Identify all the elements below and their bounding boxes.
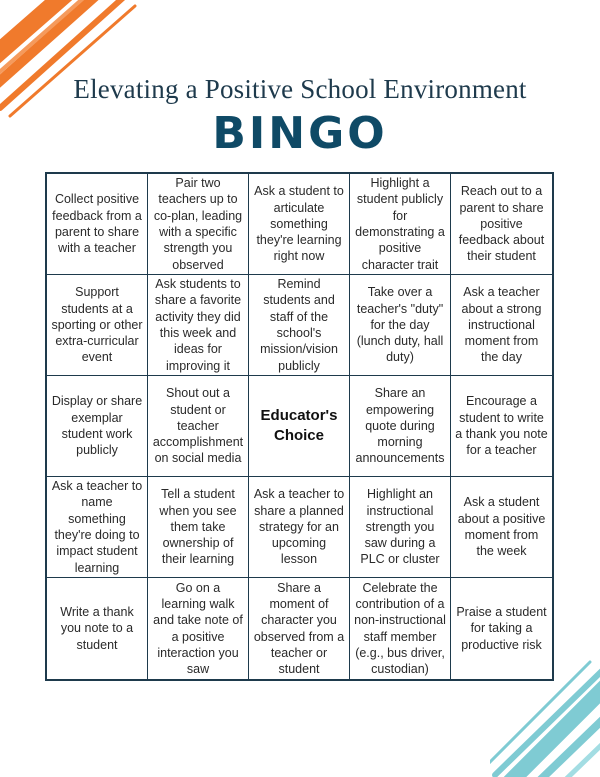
bingo-cell[interactable]: Encourage a student to write a thank you note for a teacher — [451, 376, 552, 477]
bingo-cell[interactable]: Pair two teachers up to co-plan, leading with a specific strength you observed — [148, 174, 249, 275]
bingo-cell[interactable]: Highlight an instructional strength you saw during a PLC or cluster — [350, 477, 451, 578]
bingo-cell[interactable]: Shout out a student or teacher accomplishment on social media — [148, 376, 249, 477]
bingo-cell[interactable]: Ask a teacher about a strong instructional moment from the day — [451, 275, 552, 376]
page-title: Elevating a Positive School Environment — [73, 74, 527, 104]
bingo-board — [45, 172, 554, 681]
teal-brush-stroke-decoration — [490, 657, 600, 777]
bingo-cell[interactable]: Display or share exemplar student work publicly — [47, 376, 148, 477]
bingo-cell[interactable]: Reach out to a parent to share positive feedback about their student — [451, 174, 552, 275]
bingo-cell[interactable]: Ask a student to articulate something they're learning right now — [249, 174, 350, 275]
bingo-cell[interactable]: Go on a learning walk and take note of a positive interaction you saw — [148, 578, 249, 679]
bingo-cell[interactable]: Share a moment of character you observed from a teacher or student — [249, 578, 350, 679]
free-space-cell[interactable]: Educator's Choice — [249, 376, 350, 477]
bingo-cell[interactable]: Ask a teacher to share a planned strategy for an upcoming lesson — [249, 477, 350, 578]
bingo-heading: BINGO — [212, 108, 388, 159]
bingo-cell[interactable]: Ask students to share a favorite activity they did this week and ideas for improving it — [148, 275, 249, 376]
bingo-cell[interactable]: Take over a teacher's "duty" for the day (lunch duty, hall duty) — [350, 275, 451, 376]
bingo-cell[interactable]: Write a thank you note to a student — [47, 578, 148, 679]
bingo-cell[interactable]: Remind students and staff of the school's mission/vision publicly — [249, 275, 350, 376]
bingo-cell[interactable]: Tell a student when you see them take ownership of their learning — [148, 477, 249, 578]
bingo-cell[interactable]: Ask a teacher to name something they're doing to impact student learning — [47, 477, 148, 578]
bingo-cell[interactable]: Celebrate the contribution of a non-instructional staff member (e.g., bus driver, custodian) — [350, 578, 451, 679]
bingo-cell[interactable]: Highlight a student publicly for demonstrating a positive character trait — [350, 174, 451, 275]
bingo-cell[interactable]: Ask a student about a positive moment from the week — [451, 477, 552, 578]
bingo-cell[interactable]: Support students at a sporting or other extra-curricular event — [47, 275, 148, 376]
bingo-cell[interactable]: Collect positive feedback from a parent to share with a teacher — [47, 174, 148, 275]
bingo-cell[interactable]: Praise a student for taking a productive risk — [456, 605, 547, 652]
bingo-cell[interactable]: Share an empowering quote during morning announcements — [350, 376, 451, 477]
